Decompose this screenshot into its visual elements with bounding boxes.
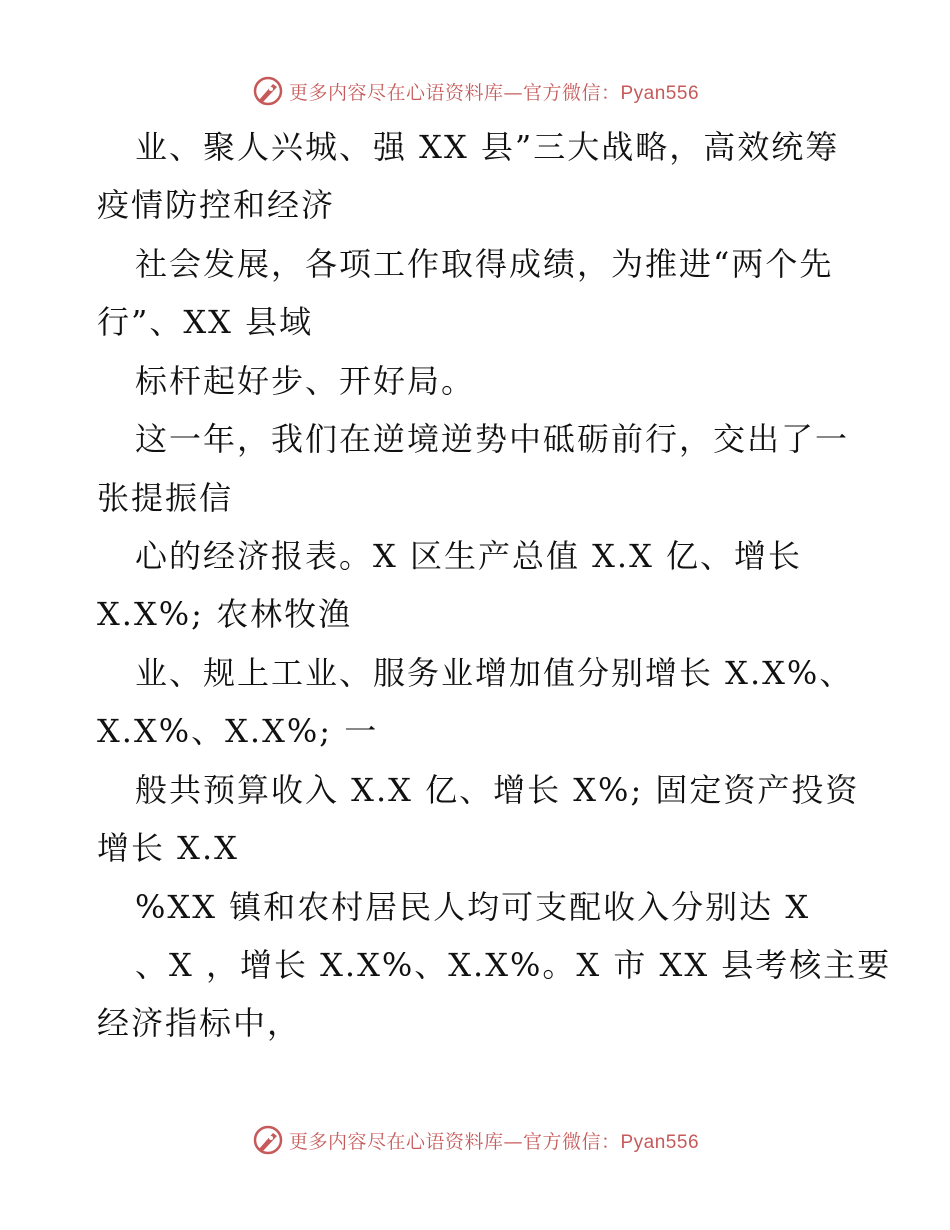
- watermark-text: 更多内容尽在心语资料库—官方微信：Pyan556: [288, 1130, 700, 1153]
- body-line: X.X%、X.X%; 一: [97, 712, 379, 750]
- body-line: 心的经济报表。X 区生产总值 X.X 亿、增长: [135, 537, 803, 575]
- pen-nib-circle-icon: [251, 1123, 285, 1157]
- watermark-footer: [0, 1120, 950, 1160]
- body-line: 张提振信: [97, 479, 234, 517]
- watermark-text: 更多内容尽在心语资料库—官方微信：Pyan556: [288, 81, 700, 104]
- body-line: 、X ，增长 X.X%、X.X%。X 市 XX 县考核主要: [135, 946, 892, 984]
- watermark-id: Pyan556: [620, 82, 700, 104]
- watermark-id: Pyan556: [620, 1131, 700, 1153]
- body-line: 业、聚人兴城、强 XX 县”三大战略，高效统筹: [135, 128, 840, 166]
- body-line: 标杆起好步、开好局。: [135, 362, 476, 400]
- body-line: 行”、XX 县域: [97, 303, 314, 341]
- body-line: 这一年，我们在逆境逆势中砥砺前行，交出了一: [135, 420, 850, 458]
- body-line: 业、规上工业、服务业增加值分别增长 X.X%、: [135, 654, 854, 692]
- body-line: 社会发展，各项工作取得成绩，为推进“两个先: [135, 245, 834, 283]
- watermark-header: [0, 71, 950, 111]
- body-line: 增长 X.X: [97, 829, 239, 867]
- pen-nib-circle-icon: [251, 74, 285, 108]
- body-line: 般共预算收入 X.X 亿、增长 X%; 固定资产投资: [135, 771, 860, 809]
- body-line: %XX 镇和农村居民人均可支配收入分别达 X: [135, 888, 811, 926]
- body-line: 经济指标中，: [97, 1004, 302, 1042]
- body-line: X.X%; 农林牧渔: [97, 595, 353, 633]
- body-line: 疫情防控和经济: [97, 186, 336, 224]
